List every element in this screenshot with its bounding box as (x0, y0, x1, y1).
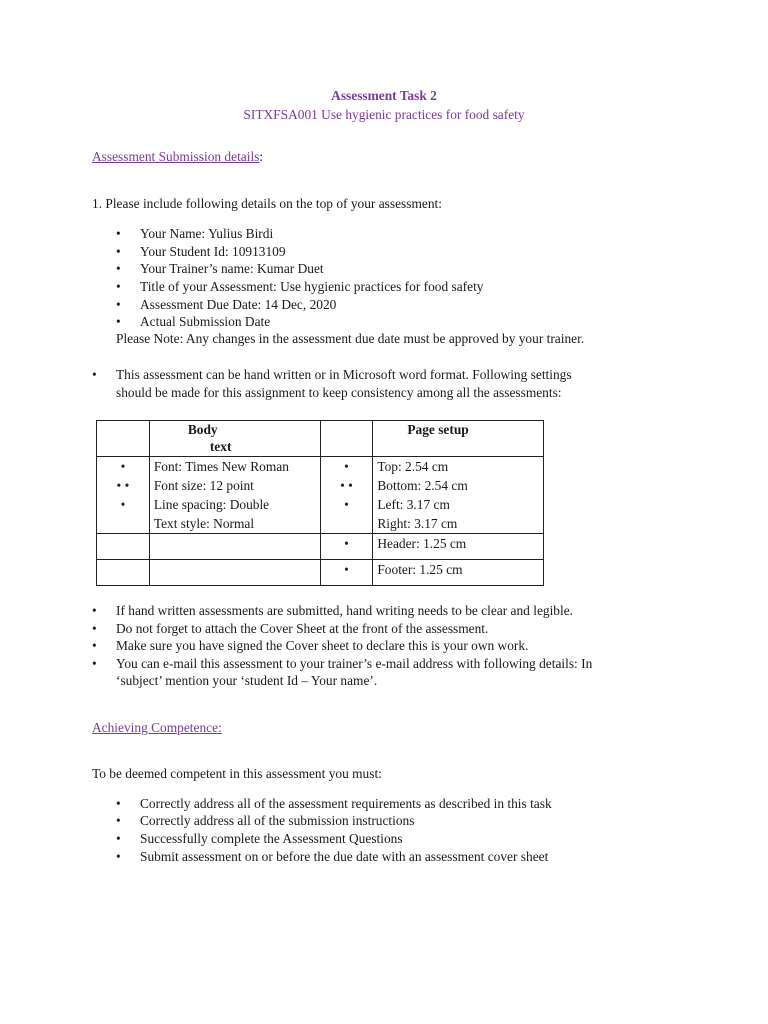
bullet-icon: • (116, 244, 121, 259)
bullet-icon: • (116, 226, 121, 241)
bullet-icon: • (92, 603, 97, 618)
format-line-2: should be made for this assignment to keep consistency among all the assessments: (116, 385, 562, 400)
bullet-icon: • (116, 849, 121, 864)
list-item: • Actual Submission Date (116, 314, 271, 329)
bullet-icon: • (116, 796, 121, 811)
body-text-header: Body text (149, 421, 320, 457)
bullet-icon: • (92, 367, 97, 382)
bullet-icon: • (92, 621, 97, 636)
competence-intro: To be deemed competent in this assessment you must: (92, 766, 382, 781)
list-item: • Assessment Due Date: 14 Dec, 2020 (116, 297, 337, 312)
format-line-1: This assessment can be hand written or in Microsoft word format. Following settings (116, 367, 572, 382)
settings-table (96, 420, 544, 586)
list-item: • Correctly address all of the assessment requirements as described in this task (116, 796, 552, 811)
bullet-icon: • (116, 261, 121, 276)
list-item: • Make sure you have signed the Cover sheet to declare this is your own work. (92, 638, 529, 653)
submission-heading-colon: : (259, 149, 264, 164)
list-item: • If hand written assessments are submitted, hand writing needs to be clear and legible. (92, 603, 574, 618)
footer-setting: Footer: 1.25 cm (373, 560, 544, 586)
due-date-note: Please Note: Any changes in the assessment due date must be approved by your trainer. (116, 331, 585, 346)
submission-heading-text: Assessment Submission details (92, 149, 260, 164)
bullet-icon: • (116, 831, 121, 846)
list-item: • You can e-mail this assessment to your trainer’s e-mail address with following details: In (92, 656, 593, 671)
list-item-continuation: ‘subject’ mention your ‘student Id – Your name’. (116, 673, 378, 688)
page-setup-settings: Top: 2.54 cm Bottom: 2.54 cm Left: 3.17 cm Right: 3.17 cm (373, 457, 544, 534)
page-subtitle: SITXFSA001 Use hygienic practices for food safety (243, 107, 525, 122)
submission-heading (92, 149, 263, 165)
bullet-icon: • (116, 813, 121, 828)
table-header-row (97, 421, 544, 457)
bullet-icon: • (92, 656, 97, 671)
submission-intro: 1. Please include following details on the top of your assessment: (92, 196, 442, 211)
competence-heading: Achieving Competence: (92, 720, 222, 735)
bullet-column: • • • • (320, 457, 373, 534)
bullet-column: • • • • (97, 457, 150, 534)
list-item: • Your Trainer’s name: Kumar Duet (116, 261, 324, 276)
bullet-column: • (320, 534, 373, 560)
table-row (97, 560, 544, 586)
bullet-icon: • (116, 279, 121, 294)
header-setting: Header: 1.25 cm (373, 534, 544, 560)
format-bullet (92, 367, 110, 383)
bullet-icon: • (92, 638, 97, 653)
bullet-icon: • (116, 297, 121, 312)
list-item: • Your Name: Yulius Birdi (116, 226, 274, 241)
list-item: • Do not forget to attach the Cover Sheet at the front of the assessment. (92, 621, 489, 636)
list-item: • Title of your Assessment: Use hygienic practices for food safety (116, 279, 484, 294)
bullet-column: • (320, 560, 373, 586)
list-item: • Successfully complete the Assessment Questions (116, 831, 403, 846)
bullet-icon: • (116, 314, 121, 329)
table-row (97, 457, 544, 534)
list-item: • Submit assessment on or before the due date with an assessment cover sheet (116, 849, 549, 864)
list-item: • Your Student Id: 10913109 (116, 244, 286, 259)
page-title: Assessment Task 2 (331, 88, 437, 103)
list-item: • Correctly address all of the submission instructions (116, 813, 415, 828)
body-text-settings: Font: Times New Roman Font size: 12 point Line spacing: Double Text style: Normal (149, 457, 320, 534)
page-setup-header: Page setup (373, 421, 544, 457)
table-row (97, 534, 544, 560)
